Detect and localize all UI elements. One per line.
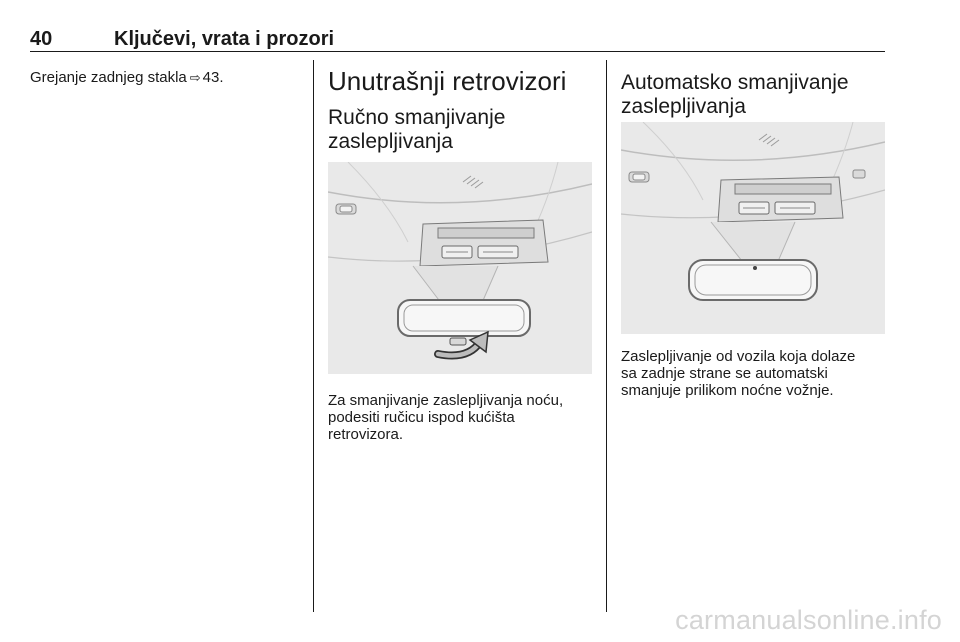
automatic-dimming-paragraph (621, 348, 885, 399)
automatic-paragraph-line1: Zaslepljivanje od vozila koja dolaze (621, 348, 856, 365)
column-right-text (621, 348, 885, 399)
subsection-title-manual (328, 106, 592, 154)
crossref-text: Grejanje zadnjeg stakla (30, 69, 187, 86)
subsection-title-manual-line1: Ručno smanjivanje (328, 106, 506, 129)
manual-paragraph-line3: retrovizora. (328, 426, 404, 443)
site-watermark: carmanualsonline.info (675, 605, 942, 635)
automatic-paragraph-line3: smanjuje prilikom noćne vožnje. (621, 382, 834, 399)
column-middle (328, 60, 592, 154)
page-header (30, 28, 885, 52)
column-middle-text (328, 392, 592, 443)
page-number: 40 (30, 28, 53, 50)
subsection-title-automatic-line1: Automatsko smanjivanje (621, 71, 849, 94)
manual-paragraph-line2: podesiti ručicu ispod kućišta (328, 409, 515, 426)
manual-mirror-figure (328, 162, 592, 374)
manual-paragraph-line1: Za smanjivanje zaslepljivanja noću, (328, 392, 564, 409)
subsection-title-manual-line2: zaslepljivanja (328, 130, 453, 153)
automatic-paragraph-line2: sa zadnje strane se automatski (621, 365, 828, 382)
crossref-page-link[interactable]: 43. (202, 69, 224, 86)
subsection-title-automatic-line2: zaslepljivanja (621, 95, 746, 118)
subsection-title-automatic (621, 71, 885, 119)
arrow-right-outline-icon: ⇨ (189, 70, 201, 85)
manual-dimming-paragraph (328, 392, 592, 443)
column-divider-right (606, 60, 607, 612)
chapter-title: Ključevi, vrata i prozori (114, 28, 335, 50)
section-title: Unutrašnji retrovizori (328, 66, 567, 96)
crossref-paragraph (30, 69, 300, 86)
manual-rearview-mirror-illustration (328, 162, 592, 374)
column-divider-left (313, 60, 314, 612)
automatic-rearview-mirror-illustration (621, 122, 885, 334)
header-divider (30, 51, 885, 52)
automatic-mirror-figure (621, 122, 885, 334)
column-right (621, 60, 885, 119)
column-left (30, 60, 300, 86)
